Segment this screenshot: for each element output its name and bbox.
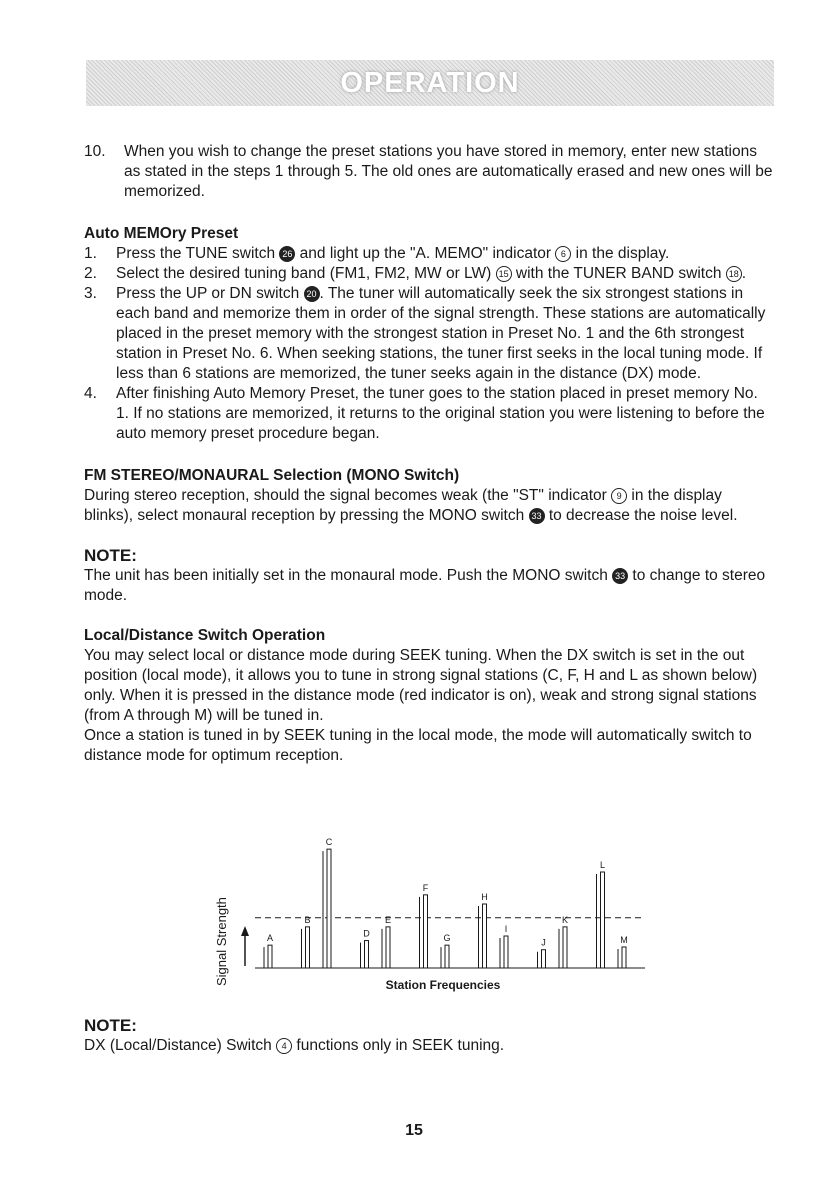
bar-label-h: H: [481, 892, 488, 902]
page-number: 15: [405, 1122, 423, 1139]
callout-number: 15: [496, 266, 512, 282]
banner-title: OPERATION: [340, 66, 520, 99]
local-dx-heading: Local/Distance Switch Operation: [84, 627, 326, 644]
callout-number: 33: [529, 508, 545, 524]
note-2: [84, 1016, 774, 1056]
item-text: Press the TUNE switch 26 and light up the "A. MEMO" indicator 6 in the display.: [116, 245, 670, 262]
step-10: [84, 142, 774, 202]
bar-label-c: C: [325, 837, 333, 848]
callout-number: 4: [276, 1038, 292, 1054]
note-heading: NOTE:: [84, 546, 137, 565]
bar-h: [483, 904, 487, 968]
page-content: [84, 142, 774, 766]
bar-label-b: B: [304, 914, 311, 925]
section-banner: [86, 60, 774, 106]
bar-e: [386, 927, 390, 968]
note-2-heading: NOTE:: [84, 1016, 137, 1035]
bar-k: [563, 927, 567, 968]
signal-strength-chart: [200, 830, 660, 1000]
item-text: Press the UP or DN switch 20 . The tuner will automatically seek the six strongest stations in each band and memorize them in order of the signal strength. These stations are automatically placed in the preset memory with the strongest station in Preset No. 1 and the 6th strongest station in Preset No. 6. When seeking stations, the tuner first seeks in the local tuning mode. If less than 6 stations are memorized, the tuner seeks again in the distance (DX) mode.: [116, 285, 766, 382]
bar-a: [268, 945, 272, 968]
bar-b: [306, 927, 310, 968]
x-axis-label: Station Frequencies: [385, 978, 501, 992]
fm-stereo-text: During stereo reception, should the signal becomes weak (the "ST" indicator 9 in the display blinks), select monaural reception by pressing the MONO switch 33 to decrease the noise level.: [84, 487, 738, 524]
bar-label-f: F: [422, 882, 429, 893]
callout-number: 6: [555, 246, 571, 262]
bar-label-d: D: [363, 928, 370, 939]
step-number: 10.: [84, 143, 106, 160]
item-number: 1.: [84, 245, 97, 262]
bar-label-i: I: [504, 924, 508, 934]
bar-label-l: L: [599, 860, 606, 870]
note-2-text: DX (Local/Distance) Switch 4 functions only in SEEK tuning.: [84, 1037, 505, 1054]
auto-memo-item-4: [84, 384, 774, 444]
auto-memo-item-1: [84, 244, 774, 264]
auto-memo-item-2: [84, 264, 774, 284]
auto-memo-item-3: [84, 284, 774, 384]
bar-i: [504, 936, 508, 968]
local-dx-paragraph-2: Once a station is tuned in by SEEK tuning in the local mode, the mode will automatically switch to distance mode for optimum reception.: [84, 727, 752, 764]
bar-label-e: E: [384, 914, 392, 925]
note-text: The unit has been initially set in the monaural mode. Push the MONO switch 33 to change to stereo mode.: [84, 567, 766, 604]
fm-stereo-heading: FM STEREO/MONAURAL Selection (MONO Switch): [84, 467, 460, 484]
callout-number: 18: [726, 266, 742, 282]
step-text: When you wish to change the preset stations you have stored in memory, enter new stations as stated in the steps 1 through 5. The old ones are automatically erased and new ones will be memorized.: [124, 143, 773, 200]
callout-number: 20: [304, 286, 320, 302]
item-number: 3.: [84, 285, 97, 302]
item-number: 2.: [84, 265, 97, 282]
y-axis-label: Signal Strength: [214, 897, 229, 986]
bar-j: [542, 950, 546, 968]
local-dx-paragraph-1: You may select local or distance mode during SEEK tuning. When the DX switch is set in the out position (local mode), it allows you to tune in strong signal stations (C, F, H and L as shown below) only. When it is pressed in the distance mode (red indicator is on), weak and strong signal stations (from A through M) will be tuned in.: [84, 647, 758, 724]
callout-number: 33: [612, 568, 628, 584]
bar-f: [424, 895, 428, 968]
bar-label-j: J: [541, 937, 546, 948]
bar-l: [601, 872, 605, 968]
item-number: 4.: [84, 385, 97, 402]
bar-label-m: M: [620, 934, 628, 945]
callout-number: 9: [611, 488, 627, 504]
bar-label-a: A: [266, 933, 274, 944]
bar-label-g: G: [443, 933, 451, 944]
bar-d: [365, 941, 369, 968]
bar-g: [445, 945, 449, 968]
item-text: After finishing Auto Memory Preset, the tuner goes to the station placed in preset memory No. 1. If no stations are memorized, it returns to the original station you were listening to before the auto memory preset procedure began.: [116, 385, 765, 442]
auto-memo-heading: Auto MEMOry Preset: [84, 225, 239, 242]
callout-number: 26: [279, 246, 295, 262]
item-text: Select the desired tuning band (FM1, FM2, MW or LW) 15 with the TUNER BAND switch 18 .: [116, 265, 747, 282]
bar-c: [327, 849, 331, 968]
bar-label-k: K: [561, 914, 569, 925]
y-axis-arrow-head: [241, 926, 249, 936]
bar-m: [622, 947, 626, 968]
